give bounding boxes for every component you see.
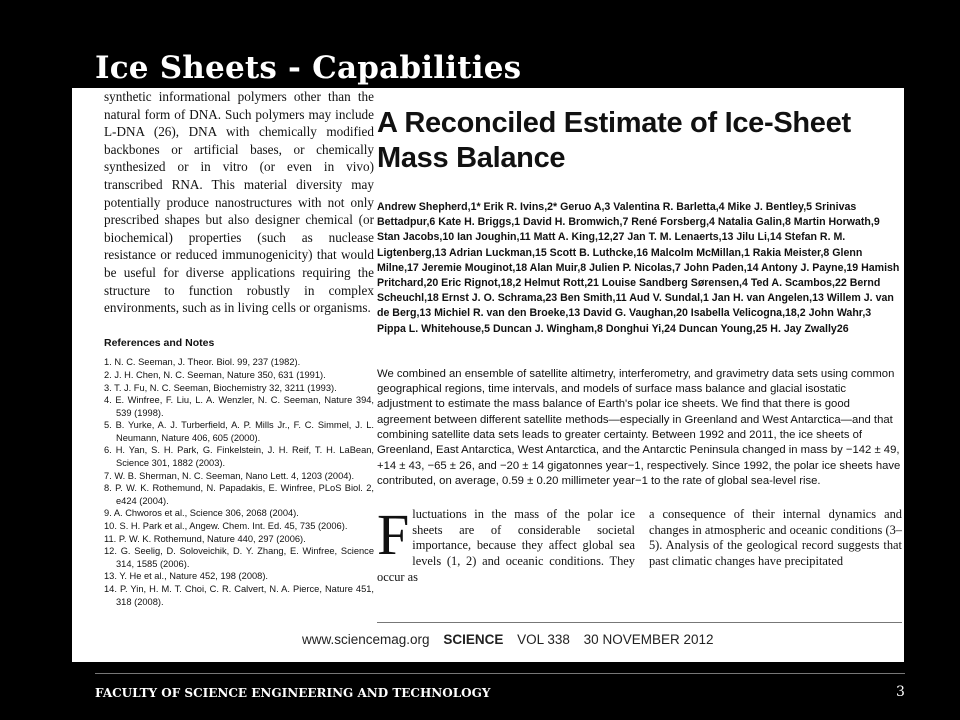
author-list: Andrew Shepherd,1* Erik R. Ivins,2* Geruo A,3 Valentina R. Barletta,4 Mike J. Bentley,5 Srinivas Bettadpur,6 Kate H. Briggs,1 David H. Bromwich,7 René Forsberg,4 Natalia Galin,8 Martin Horwath,9 Stan Jacobs,10 Ian Joughin,11 Matt A. King,12,27 Jan T. M. Lenaerts,13 Jilu Li,14 Stefan R. M. Ligtenberg,13 Adrian Luckman,15 Scott B. Luthcke,16 Malcolm McMillan,1 Rakia Meister,8 Glenn Milne,17 Jeremie Mouginot,18 Alan Muir,8 Julien P. Nicolas,7 John Paden,14 Antony J. Payne,19 Hamish Pritchard,20 Eric Rignot,18,2 Helmut Rott,21 Louise Sandberg Sørensen,4 Ted A. Scambos,22 Bernd Scheuchl,18 Ernst J. O. Schrama,23 Ben Smith,11 Aud V. Sundal,1 Jan H. van Angelen,13 Willem J. van de Berg,13 Michiel R. van den Broeke,13 David G. Vaughan,20 Isabella Velicogna,18,2 John Wahr,3 Pippa L. Whitehouse,5 Duncan J. Wingham,8 Donghui Yi,24 Duncan Young,25 H. Jay Zwally26 (377, 201, 900, 335)
reference-item: 10. S. H. Park et al., Angew. Chem. Int. Ed. 45, 735 (2006). (104, 521, 348, 532)
slide-footer-label: FACULTY OF SCIENCE ENGINEERING AND TECHNOLOGY (95, 686, 491, 700)
reference-item: 1. N. C. Seeman, J. Theor. Biol. 99, 237 (1982). (104, 357, 301, 368)
reference-item: 14. P. Yin, H. M. T. Choi, C. R. Calvert, N. A. Pierce, Nature 451, 318 (2008). (104, 584, 374, 607)
article-title: A Reconciled Estimate of Ice-Sheet Mass Balance (377, 107, 851, 174)
journal-url: www.sciencemag.org (302, 632, 430, 647)
references-list (104, 356, 374, 608)
right-column (377, 106, 902, 585)
journal-name: SCIENCE (443, 632, 504, 647)
slide-title: Ice Sheets - Capabilities (95, 50, 522, 86)
reference-item: 7. W. B. Sherman, N. C. Seeman, Nano Lett. 4, 1203 (2004). (104, 470, 355, 481)
reference-item: 12. G. Seelig, D. Soloveichik, D. Y. Zhang, E. Winfree, Science 314, 1585 (2006). (104, 546, 374, 569)
body-text (377, 502, 902, 585)
drop-cap: F (377, 502, 410, 568)
reference-item: 13. Y. He et al., Nature 452, 198 (2008). (104, 571, 269, 582)
journal-date: 30 NOVEMBER 2012 (583, 632, 714, 647)
page-number: 3 (896, 684, 905, 700)
body-left-text: luctuations in the mass of the polar ice sheets are of considerable societal importance, because they affect global sea levels (1, 2) and oceanic conditions. They occur as (377, 507, 635, 584)
references-heading: References and Notes (104, 336, 215, 349)
left-column (104, 88, 374, 608)
reference-item: 4. E. Winfree, F. Liu, L. A. Wenzler, N. C. Seeman, Nature 394, 539 (1998). (104, 395, 374, 418)
reference-item: 8. P. W. K. Rothemund, N. Papadakis, E. Winfree, PLoS Biol. 2, e424 (2004). (104, 483, 374, 506)
reference-item: 6. H. Yan, S. H. Park, G. Finkelstein, J. H. Reif, T. H. LaBean, Science 301, 1882 (2003). (104, 445, 374, 469)
slide-footer-divider (95, 673, 905, 674)
paper-scan-image (72, 88, 904, 662)
reference-item: 5. B. Yurke, A. J. Turberfield, A. P. Mills Jr., F. C. Simmel, J. L. Neumann, Nature 406, 605 (2000). (104, 420, 374, 443)
left-paragraph: synthetic informational polymers other than the natural form of DNA. Such polymers may include L-DNA (26), DNA with chemically modified backbones or artificial bases, or chemically synthesized or in vitro (or even in vivo) transcribed RNA. This material diversity may potentially produce nanostructures with not only prescribed shapes but also designer chemical (or biochemical) properties (such as nuclease resistance or reduced immunogenicity) that would be useful for diverse applications requiring the structure to function robustly in complex environments, such as in living cells or organisms. (104, 89, 374, 316)
journal-footer (302, 632, 713, 647)
body-left-column (377, 502, 635, 585)
journal-volume: VOL 338 (517, 632, 570, 647)
abstract: We combined an ensemble of satellite altimetry, interferometry, and gravimetry data sets using common geographical regions, time intervals, and models of surface mass balance and glacial isostatic adjustment to estimate the mass balance of Earth's polar ice sheets. We find that there is good agreement between different satellite methods—especially in Greenland and West Antarctica—and that combining satellite data sets leads to greater certainty. Between 1992 and 2011, the ice sheets of Greenland, East Antarctica, West Antarctica, and the Antarctic Peninsula changed in mass by −142 ± 49, +14 ± 43, −65 ± 26, and −20 ± 14 gigatonnes year−1, respectively. Since 1992, the polar ice sheets have contributed, on average, 0.59 ± 0.20 millimeter year−1 to the rate of global sea-level rise. (377, 367, 901, 487)
reference-item: 2. J. H. Chen, N. C. Seeman, Nature 350, 631 (1991). (104, 369, 326, 380)
body-right-column: a consequence of their internal dynamics and changes in atmospheric and oceanic conditions (3–5). Analysis of the geological record suggests that past climatic changes have precipitated (648, 507, 902, 568)
footer-divider (377, 622, 902, 623)
reference-item: 11. P. W. K. Rothemund, Nature 440, 297 (2006). (104, 533, 306, 544)
reference-item: 9. A. Chworos et al., Science 306, 2068 (2004). (104, 508, 299, 519)
reference-item: 3. T. J. Fu, N. C. Seeman, Biochemistry 32, 3211 (1993). (104, 382, 337, 393)
